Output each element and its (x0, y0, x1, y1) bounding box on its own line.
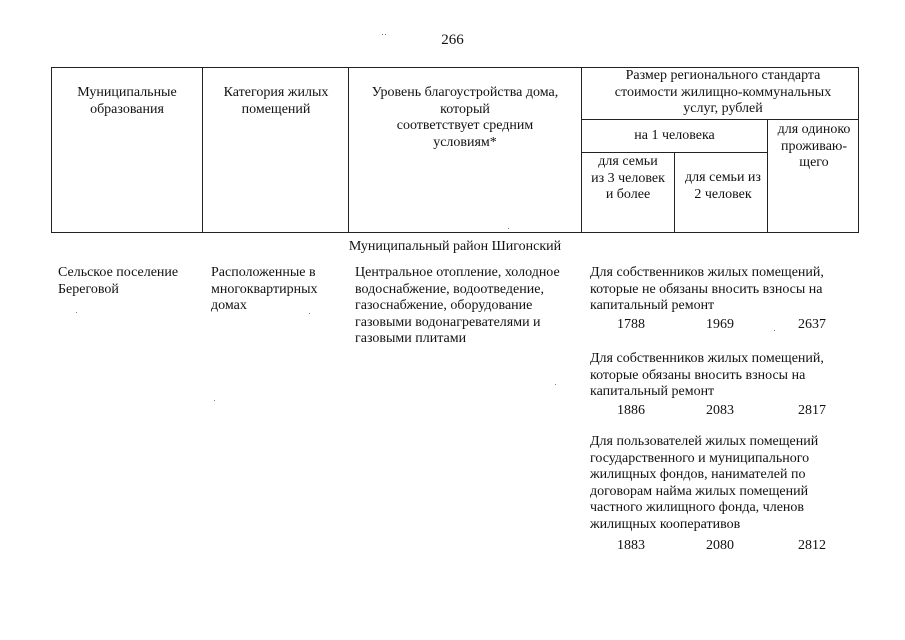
group-3-value-family2: 2080 (706, 538, 734, 553)
group-3-values (590, 538, 860, 556)
page-number: 266 (441, 32, 464, 48)
group-1-value-family2: 1969 (706, 317, 734, 332)
municipality-name: Сельское поселение Береговой (58, 265, 179, 297)
header-border-right (858, 67, 859, 233)
header-per-person: на 1 человека (634, 128, 715, 143)
group-1-value-single: 2637 (798, 317, 826, 332)
housing-category: Расположенные в многоквартирных домах (211, 265, 318, 313)
scan-speck (309, 313, 310, 314)
single-col-separator (767, 119, 768, 233)
header-border-bottom (51, 232, 859, 233)
header-family-2: для семьи из 2 человек (685, 170, 761, 202)
group-3-label: Для пользователей жилых помещений государственного и муниципального жилищных фондов, нанимателей по договорам найма жилых помещений частного жилищного фонда, членов жилищных кооперативов (590, 434, 819, 532)
header-municipality: Муниципальные образования (77, 85, 177, 117)
scan-speck (76, 312, 77, 313)
group-2-value-family3: 1886 (617, 403, 645, 418)
group-1-values (590, 317, 860, 335)
scan-speck (214, 400, 215, 401)
header-single: для одиноко проживаю-щего (777, 122, 851, 170)
scan-speck (508, 228, 509, 229)
group-1-label: Для собственников жилых помещений, которые не обязаны вносить взносы на капитальный ремонт (590, 265, 824, 313)
scan-speck (382, 34, 383, 35)
header-category: Категория жилых помещений (223, 85, 329, 117)
header-standard-size: Размер регионального стандарта стоимости жилищно-коммунальных услуг, рублей (614, 68, 832, 116)
group-2-value-single: 2817 (798, 403, 826, 418)
col-separator-3 (581, 67, 582, 233)
header-family-3: для семьи из 3 человек и более (591, 154, 665, 202)
section-title: Муниципальный район Шигонский (348, 239, 562, 254)
group-2-values (590, 403, 860, 421)
scan-speck (774, 330, 775, 331)
subheader-line (581, 119, 859, 120)
amenities-description: Центральное отопление, холодное водоснабжение, водоотведение, газоснабжение, оборудование газовыми водонагревателями и газовыми плитами (355, 265, 560, 346)
group-3-value-single: 2812 (798, 538, 826, 553)
group-1-value-family3: 1788 (617, 317, 645, 332)
group-2-value-family2: 2083 (706, 403, 734, 418)
family-col-separator (674, 152, 675, 233)
header-amenities-line2: соответствует средним условиям* (396, 118, 534, 150)
scan-speck (385, 34, 386, 35)
col-separator-1 (202, 67, 203, 233)
table-header (51, 67, 859, 233)
header-amenities (351, 85, 579, 151)
scan-speck (555, 384, 556, 385)
header-amenities-line1: Уровень благоустройства дома, который (371, 85, 559, 117)
header-border-left (51, 67, 52, 233)
group-3-value-family3: 1883 (617, 538, 645, 553)
group-2-label: Для собственников жилых помещений, которые обязаны вносить взносы на капитальный ремонт (590, 351, 824, 399)
col-separator-2 (348, 67, 349, 233)
